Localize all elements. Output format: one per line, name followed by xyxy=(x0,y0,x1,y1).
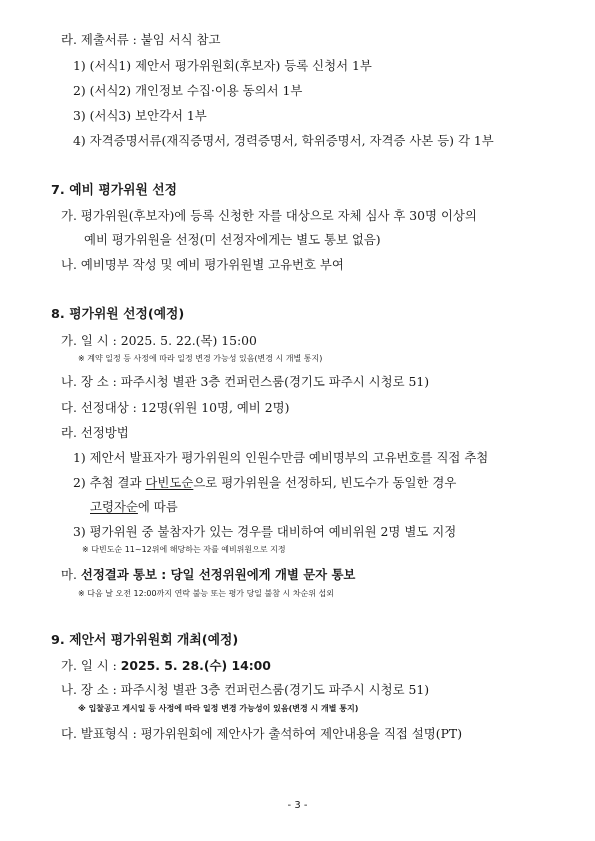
submission-doc-item: 1) (서식1) 제안서 평가위원회(후보자) 등록 신청서 1부 xyxy=(73,58,372,73)
section-8-date: 가. 일 시 : 2025. 5. 22.(목) 15:00 xyxy=(61,333,257,348)
section-8-method-3: 3) 평가위원 중 불참자가 있는 경우를 대비하여 예비위원 2명 별도 지정 xyxy=(73,524,457,539)
section-8-target: 다. 선정대상 : 12명(위원 10명, 예비 2명) xyxy=(61,400,290,415)
submission-doc-item: 2) (서식2) 개인정보 수집·이용 동의서 1부 xyxy=(73,83,303,98)
section-8-method-heading: 라. 선정방법 xyxy=(61,425,129,440)
section-9-date-value: 2025. 5. 28.(수) 14:00 xyxy=(120,658,271,673)
method-2-underlined: 다빈도순 xyxy=(145,475,194,490)
page-number: - 3 - xyxy=(287,800,308,811)
section-7-title: 7. 예비 평가위원 선정 xyxy=(51,183,178,198)
section-8-method-3-note: ※ 다빈도순 11~12위에 해당하는 자를 예비위원으로 지정 xyxy=(82,545,286,554)
method-2-cont-suffix: 에 따름 xyxy=(137,499,178,514)
section-9-place-note: ※ 입찰공고 게시일 등 사정에 따라 일정 변경 가능성이 있음(변경 시 개별 통지) xyxy=(78,704,359,713)
section-8-date-note: ※ 계약 일정 등 사정에 따라 일정 변경 가능성 있음(변경 시 개별 통지) xyxy=(78,354,323,363)
section-8-method-2-cont xyxy=(90,499,178,515)
section-7-item-na: 나. 예비명부 작성 및 예비 평가위원별 고유번호 부여 xyxy=(61,257,344,272)
method-2-cont-underlined: 고령자순 xyxy=(90,499,138,514)
section-7-item-ga-cont: 예비 평가위원을 선정(미 선정자에게는 별도 통보 없음) xyxy=(84,232,381,247)
section-8-place: 나. 장 소 : 파주시청 별관 3층 컨퍼런스룸(경기도 파주시 시청로 51) xyxy=(61,374,430,389)
section-8-notification xyxy=(61,567,355,583)
submission-doc-item: 4) 자격증명서류(재직증명서, 경력증명서, 학위증명서, 자격증 사본 등) 각 1부 xyxy=(73,133,494,148)
notification-bold: 선정결과 통보 : 당일 선정위원에게 개별 문자 통보 xyxy=(80,567,356,582)
section-8-method-1: 1) 제안서 발표자가 평가위원의 인원수만큼 예비명부의 고유번호를 직접 추첨 xyxy=(73,450,489,465)
section-8-notification-note: ※ 다음 날 오전 12:00까지 연락 불능 또는 평가 당일 불참 시 차순위 섭외 xyxy=(78,589,335,598)
section-9-title: 9. 제안서 평가위원회 개최(예정) xyxy=(51,633,239,648)
method-2-prefix: 2) 추첨 결과 xyxy=(73,475,146,490)
section-9-date-label: 가. 일 시 : xyxy=(61,658,121,673)
section-9-place: 나. 장 소 : 파주시청 별관 3층 컨퍼런스룸(경기도 파주시 시청로 51) xyxy=(61,682,430,697)
section-8-title: 8. 평가위원 선정(예정) xyxy=(51,307,185,322)
submission-docs-heading: 라. 제출서류 : 붙임 서식 참고 xyxy=(61,32,221,47)
notification-label: 마. xyxy=(61,567,81,582)
section-8-method-2 xyxy=(73,475,456,491)
section-9-format: 다. 발표형식 : 평가위원회에 제안사가 출석하여 제안내용을 직접 설명(PT) xyxy=(61,726,463,741)
section-7-item-ga: 가. 평가위원(후보자)에 등록 신청한 자를 대상으로 자체 심사 후 30명 이상의 xyxy=(61,208,477,223)
submission-doc-item: 3) (서식3) 보안각서 1부 xyxy=(73,108,207,123)
method-2-suffix: 으로 평가위원을 선정하되, 빈도수가 동일한 경우 xyxy=(193,475,457,490)
section-9-date xyxy=(61,658,271,674)
